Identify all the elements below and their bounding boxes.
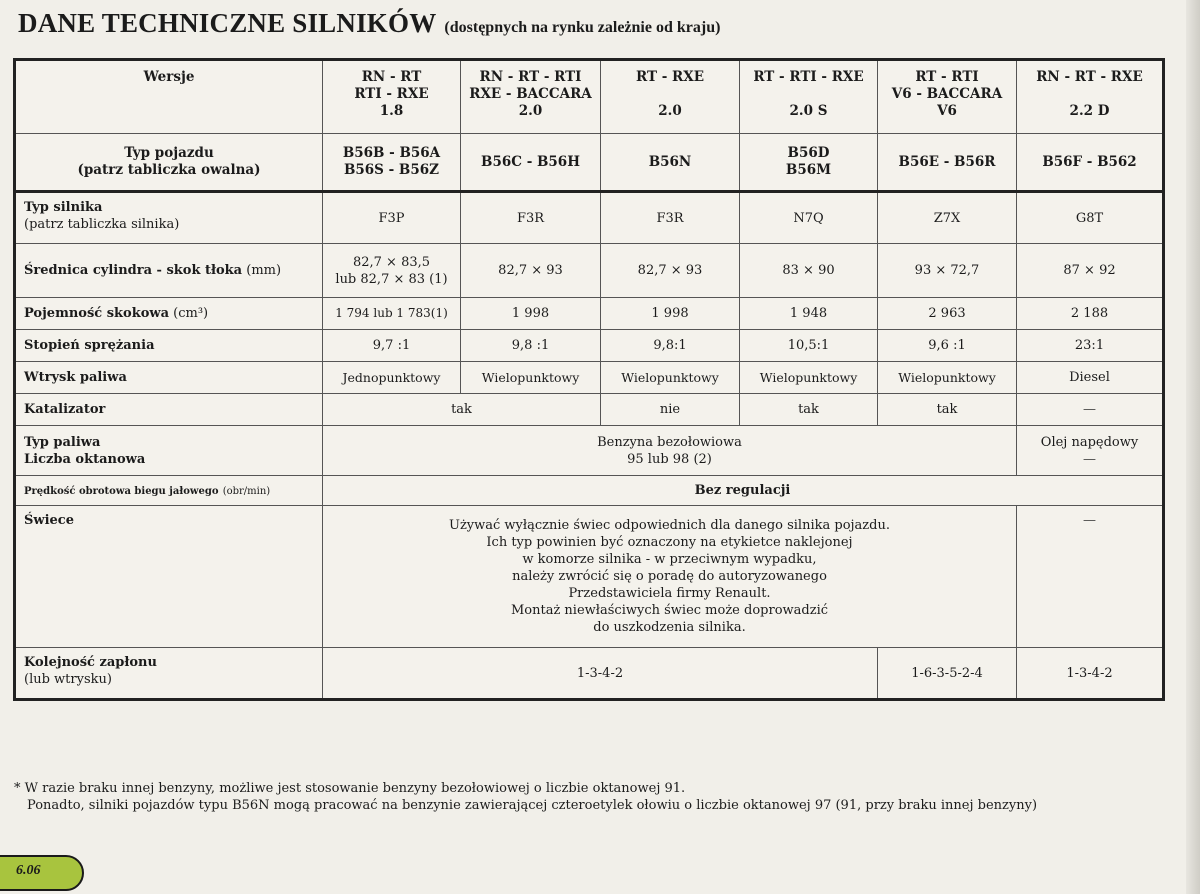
table-cell: 1 998 — [601, 298, 740, 330]
table-cell: nie — [601, 394, 740, 426]
table-cell: tak — [740, 394, 878, 426]
table-cell: 1-3-4-2 — [323, 648, 878, 700]
table-cell: F3P — [323, 192, 461, 244]
table-cell: 1-6-3-5-2-4 — [878, 648, 1017, 700]
table-cell: G8T — [1017, 192, 1164, 244]
displacement-label: Pojemność skokowa (cm³) — [15, 298, 323, 330]
footnote-line-1: * W razie braku innej benzyny, możliwe jest stosowanie benzyny bezołowiowej o liczbie oktanowej 91. — [14, 781, 686, 796]
compression-row — [15, 330, 1164, 362]
idle-speed-row — [15, 476, 1164, 506]
table-cell: 82,7 × 93 — [461, 244, 601, 298]
version-col-1: RN - RT RTI - RXE 1.8 — [323, 60, 461, 134]
table-cell: 1-3-4-2 — [1017, 648, 1164, 700]
table-cell: 9,8:1 — [601, 330, 740, 362]
table-cell: tak — [323, 394, 601, 426]
injection-label: Wtrysk paliwa — [15, 362, 323, 394]
table-cell: Bez regulacji — [323, 476, 1164, 506]
table-cell: Olej napędowy — — [1017, 426, 1164, 476]
displacement-row — [15, 298, 1164, 330]
compression-label: Stopień sprężania — [15, 330, 323, 362]
bore-stroke-row — [15, 244, 1164, 298]
vehicle-type-row — [15, 134, 1164, 192]
page-number-badge — [0, 855, 84, 891]
table-cell: 93 × 72,7 — [878, 244, 1017, 298]
table-cell: 83 × 90 — [740, 244, 878, 298]
footnote-line-2: Ponadto, silniki pojazdów typu B56N mogą pracować na benzynie zawierającej czteroetylek ołowiu o liczbie oktanowej 97 (91, przy braku innej benzyny) — [27, 798, 1038, 813]
injection-row — [15, 362, 1164, 394]
catalyst-label: Katalizator — [15, 394, 323, 426]
spark-plugs-row — [15, 506, 1164, 648]
spark-plugs-label: Świece — [15, 506, 323, 648]
table-cell: 9,7 :1 — [323, 330, 461, 362]
engine-spec-table — [13, 58, 1165, 701]
table-cell: — — [1017, 394, 1164, 426]
table-cell: 2 188 — [1017, 298, 1164, 330]
catalyst-row — [15, 394, 1164, 426]
version-col-3: RT - RXE 2.0 — [601, 60, 740, 134]
vehicle-type-col-1: B56B - B56A B56S - B56Z — [323, 134, 461, 192]
versions-label: Wersje — [15, 60, 323, 134]
version-col-4: RT - RTI - RXE 2.0 S — [740, 60, 878, 134]
page-binding-edge — [1186, 0, 1200, 894]
table-cell: 9,6 :1 — [878, 330, 1017, 362]
fuel-label: Typ paliwa Liczba oktanowa — [15, 426, 323, 476]
versions-row — [15, 60, 1164, 134]
table-cell: 2 963 — [878, 298, 1017, 330]
idle-speed-label: Prędkość obrotowa biegu jałowego (obr/min) — [15, 476, 323, 506]
bore-stroke-label: Średnica cylindra - skok tłoka (mm) — [15, 244, 323, 298]
vehicle-type-col-4: B56D B56M — [740, 134, 878, 192]
table-cell: Benzyna bezołowiowa 95 lub 98 (2) — [323, 426, 1017, 476]
page-title-main: DANE TECHNICZNE SILNIKÓW — [18, 8, 437, 38]
table-cell: Wielopunktowy — [461, 362, 601, 394]
vehicle-type-col-2: B56C - B56H — [461, 134, 601, 192]
footnote — [14, 780, 1164, 814]
table-cell: Z7X — [878, 192, 1017, 244]
table-cell: Używać wyłącznie świec odpowiednich dla danego silnika pojazdu. Ich typ powinien być oznaczony na etykietce naklejonej w komorze silnika - w przeciwnym wypadku, należy zwrócić się o poradę do autoryzowanego Przedstawiciela firmy Renault. Montaż niewłaściwych świec może doprowadzić do uszkodzenia silnika. — [323, 506, 1017, 648]
table-cell: 1 948 — [740, 298, 878, 330]
table-cell: 9,8 :1 — [461, 330, 601, 362]
table-cell: Wielopunktowy — [740, 362, 878, 394]
table-cell: 1 998 — [461, 298, 601, 330]
engine-type-row — [15, 192, 1164, 244]
vehicle-type-col-3: B56N — [601, 134, 740, 192]
table-cell: 82,7 × 93 — [601, 244, 740, 298]
vehicle-type-col-6: B56F - B562 — [1017, 134, 1164, 192]
table-cell: tak — [878, 394, 1017, 426]
fuel-row — [15, 426, 1164, 476]
table-cell: 1 794 lub 1 783(1) — [323, 298, 461, 330]
table-cell: Jednopunktowy — [323, 362, 461, 394]
page-number: 6.06 — [16, 863, 41, 878]
table-cell: 23:1 — [1017, 330, 1164, 362]
table-cell: 10,5:1 — [740, 330, 878, 362]
table-cell: Wielopunktowy — [601, 362, 740, 394]
page-title-subtitle: (dostępnych na rynku zależnie od kraju) — [444, 19, 721, 36]
page-title — [18, 8, 720, 39]
vehicle-type-label: Typ pojazdu (patrz tabliczka owalna) — [15, 134, 323, 192]
version-col-5: RT - RTI V6 - BACCARA V6 — [878, 60, 1017, 134]
vehicle-type-col-5: B56E - B56R — [878, 134, 1017, 192]
table-cell: Diesel — [1017, 362, 1164, 394]
table-cell: F3R — [601, 192, 740, 244]
firing-order-label: Kolejność zapłonu (lub wtrysku) — [15, 648, 323, 700]
table-cell: — — [1017, 506, 1164, 648]
engine-type-label: Typ silnika (patrz tabliczka silnika) — [15, 192, 323, 244]
table-cell: N7Q — [740, 192, 878, 244]
table-cell: 82,7 × 83,5 lub 82,7 × 83 (1) — [323, 244, 461, 298]
firing-order-row — [15, 648, 1164, 700]
table-cell: Wielopunktowy — [878, 362, 1017, 394]
table-cell: F3R — [461, 192, 601, 244]
version-col-2: RN - RT - RTI RXE - BACCARA 2.0 — [461, 60, 601, 134]
table-cell: 87 × 92 — [1017, 244, 1164, 298]
version-col-6: RN - RT - RXE 2.2 D — [1017, 60, 1164, 134]
